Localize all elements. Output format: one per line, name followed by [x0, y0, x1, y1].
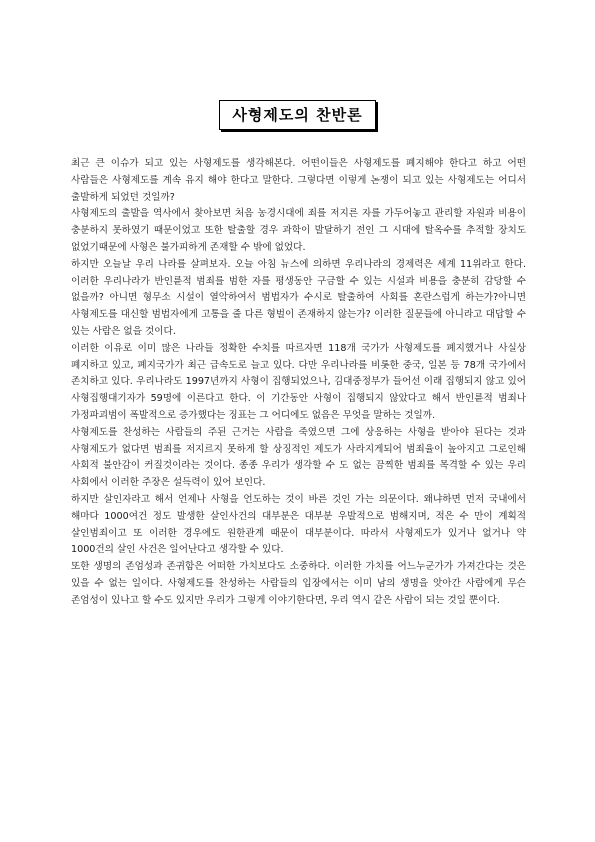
document-title: 사형제도의 찬반론 [219, 100, 375, 130]
paragraph-pro-arguments: 사형제도를 찬성하는 사람들의 주된 근거는 사람을 죽였으면 그에 상응하는 사형을 받아야 된다는 것과 사형제도가 없다면 범죄를 저지르지 못하게 할 상징적인 제도가 사라지게되어 범죄율이 높아지고 그로인해 사회적 불안감이 커질것이라는 것이다. 종종 우리가 생각할 수 도 없는 끔찍한 범죄를 목격할 수 있는 우리 사회에서 이러한 주장은 설득력이 있어 보인다. [71, 426, 526, 489]
title-container [0, 100, 595, 130]
paragraph-counter-argument: 하지만 살인자라고 해서 언제나 사형을 언도하는 것이 바른 것인 가는 의문이다. 왜냐하면 먼저 국내에서 해마다 1000여건 정도 발생한 살인사건의 대부분은 대부분 우발적으로 범해지며, 적은 수 만이 계획적 살인범죄이고 또 이러한 경우에도 원한관계 때문이 대부분이다. 따라서 사형제도가 있거나 없거나 약 1000건의 살인 사건은 일어난다고 생각할 수 있다. [71, 493, 526, 556]
paragraph-statistics: 이러한 이유로 이미 많은 나라들 정확한 수치를 따르자면 118개 국가가 사형제도를 폐지했거나 사실상 폐지하고 있고, 폐지국가가 최근 급속도로 늘고 있다. 다만 우리나라를 비롯한 중국, 일본 등 78개 국가에서 존치하고 있다. 우리나라도 1997년까지 사형이 집행되었으나, 김대중정부가 들어선 이래 집행되지 않고 있어 사형집행대기자가 59명에 이른다고 한다. 이 기간동안 사형이 집행되지 않았다고 해서 반인륜적 범죄나 가정파괴범이 폭발적으로 증가했다는 징표는 그 어디에도 없음은 무엇을 말하는 것일까. [71, 342, 526, 421]
paragraph-history: 사형제도의 출발을 역사에서 찾아보면 처음 농경시대에 죄를 저지른 자를 가두어놓고 관리할 자원과 비용이 충분하지 못하였기 때문이었고 또한 탈출할 경우 과학이 발달하기 전인 그 시대에 탈옥수를 추적할 장치도 없었기때문에 사형은 불가피하게 존재할 수 밖에 없었다. [71, 208, 526, 253]
paragraph-origin-question: 최근 큰 이슈가 되고 있는 사형제도를 생각해본다. 어떤이들은 사형제도를 폐지해야 한다고 하고 어떤 사람들은 사형제도를 계속 유지 해야 한다고 말한다. 그렇다면 이렇게 논쟁이 되고 있는 사형제도는 어디서 출발하게 되었던 것일까? [71, 158, 526, 203]
paragraph-today: 하지만 오늘날 우리 나라를 살펴보자. 오늘 아침 뉴스에 의하면 우리나라의 경제력은 세계 11위라고 한다. 이러한 우리나라가 반인륜적 범죄를 범한 자를 평생동안 구금할 수 있는 시설과 비용을 충분히 감당할 수 없을까? 아니면 형무소 시설이 열악하여서 범법자가 수시로 탈출하여 사회를 혼란스럽게 하는가?아니면 사형제도를 대신할 범법자에게 고통을 줄 다른 형벌이 존재하지 않는가? 이러한 질문들에 아니라고 대답할 수 있는 사람은 없을 것이다. [71, 258, 526, 337]
paragraph-dignity: 또한 생명의 존엄성과 존귀함은 어떠한 가치보다도 소중하다. 이러한 가치를 어느누군가가 가져간다는 것은 있을 수 없는 일이다. 사형제도를 찬성하는 사람들의 입장에서는 이미 남의 생명을 앗아간 사람에게 무슨 존엄성이 있나고 할 수도 있지만 우리가 그렇게 이야기한다면, 우리 역시 같은 사람이 되는 것일 뿐이다. [71, 561, 526, 606]
document-body [71, 156, 526, 610]
